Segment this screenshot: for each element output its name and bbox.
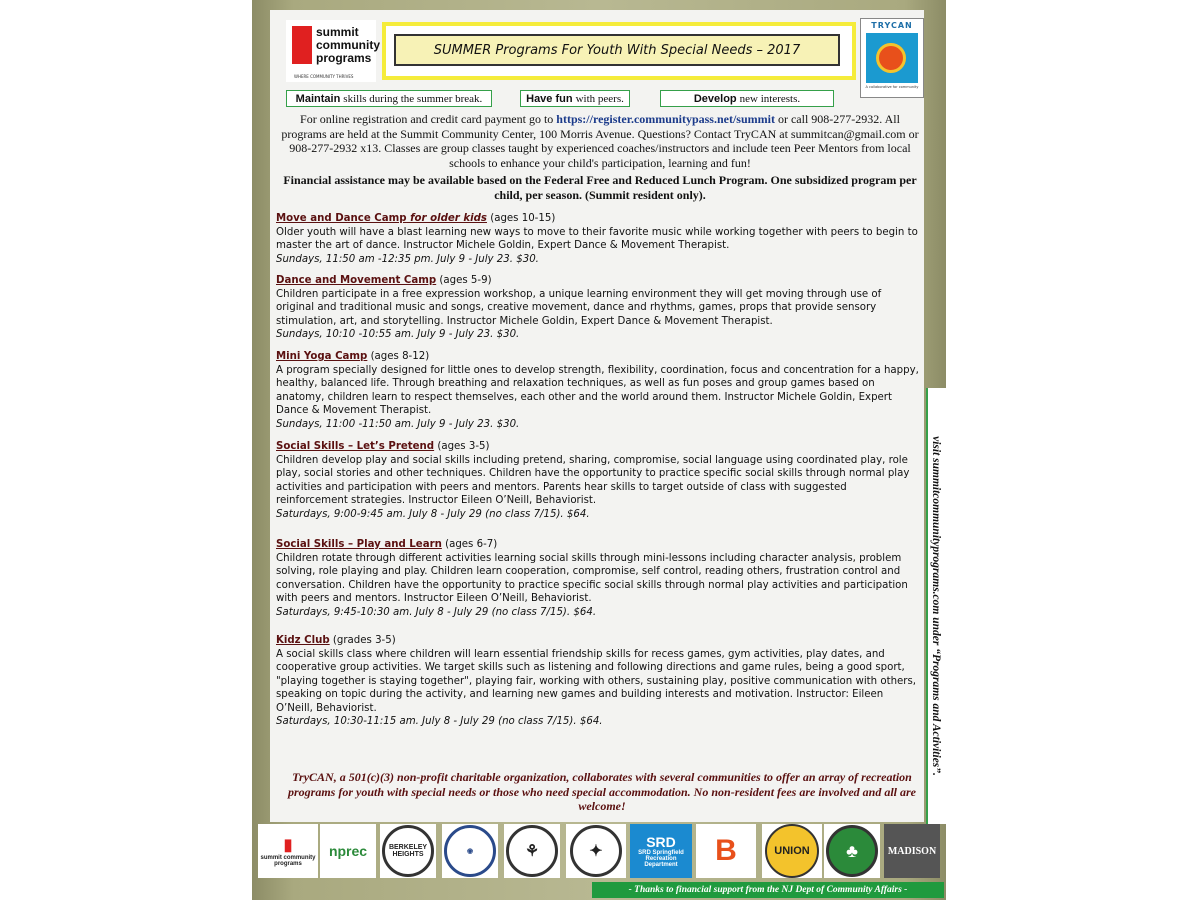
program-title: Move and Dance Camp [276,213,407,224]
program-item [276,538,920,619]
trycan-logo-name: TRYCAN [871,21,913,30]
program-title: Dance and Movement Camp [276,275,437,286]
program-title: Kidz Club [276,635,330,646]
partner-logo-summit [258,824,318,878]
program-title-qualifier: for older kids [406,213,487,224]
partner-logo-label: UNION [765,824,819,878]
tree-icon: ♣ [826,825,878,877]
financial-assistance-note: Financial assistance may be available based on the Federal Free and Reduced Lunch Program. One subsidized program per child, per season. (Summit resident only). [283,173,917,202]
tagline-text: new interests. [739,92,801,105]
logo-word-2: community [316,38,381,52]
partner-logo-township-seal [442,824,498,878]
partner-logo-union [762,824,822,878]
seal-icon: ✦ [570,825,622,877]
partner-logo-madison: MADISON [884,824,940,878]
intro-text-phone: or call 908-277-2932. [774,112,883,126]
srd-mark: SRD [646,834,676,850]
family-icon: ⚘ [506,825,558,877]
exclamation-logo-icon [292,26,312,64]
closing-statement: TryCAN, a 501(c)(3) non-profit charitable organization, collaborates with several communities to offer an array of recreation programs for youth with special needs or those who need special accommodation. No non-resident fees are involved and all are welcome! [288,770,916,813]
summit-community-programs-logo [286,20,381,82]
tagline-text: skills during the summer break. [343,92,483,105]
program-schedule: Saturdays, 9:00-9:45 am. July 8 - July 29 (no class 7/15). $64. [276,508,590,520]
page-title: SUMMER Programs For Youth With Special Needs – 2017 [394,34,840,66]
logo-word-1: summit [316,25,359,39]
program-ages: (ages 5-9) [436,275,492,286]
partner-logo-label: BERKELEY HEIGHTS [382,825,434,877]
partner-logo-berkeley-heights [380,824,436,878]
program-description: Children develop play and social skills including pretend, sharing, compromise, social language using coordinated play, role play, social stories and other techniques. Children have the opportunity to practice specific social skills through normal play activities and participation with peers and mentors. Parents hear skills to target outside of class with suggested reinforcement strategies. Instructor Eileen O’Neill, Behaviorist. [276,454,910,506]
program-item [276,634,920,729]
program-description: Older youth will have a blast learning new ways to move to their favorite music while working together with peers to begin to master the art of dance. Instructor Michele Goldin, Expert Dance & Movement Therapist. [276,226,918,251]
tagline-maintain [286,90,492,107]
logo-tagline: WHERE COMMUNITY THRIVES [294,74,354,79]
funding-thanks-banner: - Thanks to financial support from the NJ Dept of Community Affairs - [592,882,944,898]
tagline-bold: Develop [693,92,737,105]
tagline-text: with peers. [575,92,624,105]
program-title: Social Skills – Play and Learn [276,539,442,550]
program-schedule: Saturdays, 10:30-11:15 am. July 8 - July 29 (no class 7/15). $64. [276,716,603,727]
logo-word-3: programs [316,51,372,65]
tagline-have-fun [520,90,630,107]
tagline-develop [660,90,834,107]
program-title: Mini Yoga Camp [276,351,368,362]
partner-logo-township-seal-2 [566,824,626,878]
partner-logo-cranford [824,824,880,878]
registration-link[interactable]: https://register.communitypass.net/summit [556,112,775,126]
partner-logo-bayrd [696,824,756,878]
program-schedule: Sundays, 11:50 am -12:35 pm. July 9 - July 23. $30. [276,253,539,265]
trycan-logo [860,18,924,98]
partner-logo-family [504,824,560,878]
intro-text-start: For online registration and credit card payment go to [300,112,557,126]
program-ages: (ages 8-12) [367,351,430,362]
tagline-bold: Maintain [295,92,341,105]
program-item [276,274,920,342]
program-schedule: Saturdays, 9:45-10:30 am. July 8 - July 29 (no class 7/15). $64. [276,606,597,618]
b-logo-icon: B [715,834,737,867]
program-item [276,212,920,266]
intro-body: All programs are held at the Summit Community Center, 100 Morris Avenue. Questions? Contact TryCAN at summitcan@gmail.com or 908-277-2932 x13. Classes are group classes taught by experienced coaches/instructors and include teen Peer Mentors from local schools to enhance your child's participation, learning and fun! [281,112,919,170]
program-schedule: Sundays, 11:00 -11:50 am. July 9 - July 23. $30. [276,418,520,430]
program-title: Social Skills – Let’s Pretend [276,441,435,452]
program-description: A program specially designed for little ones to develop strength, flexibility, coordination, focus and concentration for a happy, healthy, balanced life. Through breathing and relaxation techniques, as well as fun poses and group games based on anatomy, children learn to respect themselves, each other and the world around them. Instructor Michele Goldin, Expert Dance & Movement Therapist. [276,364,919,416]
sun-icon [876,43,906,73]
partner-logo-nprec: nprec [320,824,376,878]
program-description: Children participate in a free expression workshop, a unique learning environment they will get moving through use of original and traditional music and songs, creative movement, dance and rhythms, games, props that provide sensory stimulation, art, and storytelling. Instructor Michele Goldin, Expert Dance & Movement Therapist. [276,288,882,327]
tagline-bold: Have fun [526,92,573,105]
partner-logo-srd [630,824,692,878]
program-ages: (ages 10-15) [486,213,556,224]
program-item [276,350,920,431]
trycan-logo-tag: A collaborative for community [865,85,919,89]
partner-logo-label: SRD Springfield Recreation Department [638,850,684,868]
intro-paragraph [280,112,920,170]
exclamation-logo-icon: ▮ [283,837,293,854]
program-ages: (ages 3-5) [434,441,490,452]
program-schedule: Sundays, 10:10 -10:55 am. July 9 - July 23. $30. [276,329,520,340]
program-description: Children rotate through different activities learning social skills through mini-lessons including character analysis, problem solving, role playing and play. Children learn cooperation, compromise, self control, reading others, frustration control and conversation. Children have the opportunity to practice specific social skills through normal play activities and participation with peers and mentors. Instructor Eileen O’Neill, Behaviorist. [276,552,908,604]
program-description: A social skills class where children will learn essential friendship skills for recess games, gym activities, play dates, and cooperative group activities. We target skills such as listening and following directions and game rules, being a good sport, "playing together is staying together", playing fair, working with others, sustaining play, positive communication with others, speaking on topic during the activity, and learning new games and building interests and motivation. Instructor: Eileen O’Neill, Behaviorist. [276,648,917,714]
program-ages: (ages 6-7) [441,539,498,550]
program-item [276,440,920,521]
partner-logo-label: summit community programs [260,855,316,867]
partner-logos-strip [254,822,944,880]
side-note: visit summitcommunityprograms.com under “Programs and Activities”. [930,436,942,776]
seal-icon: ◉ [444,825,496,877]
program-ages: (grades 3-5) [329,635,396,646]
